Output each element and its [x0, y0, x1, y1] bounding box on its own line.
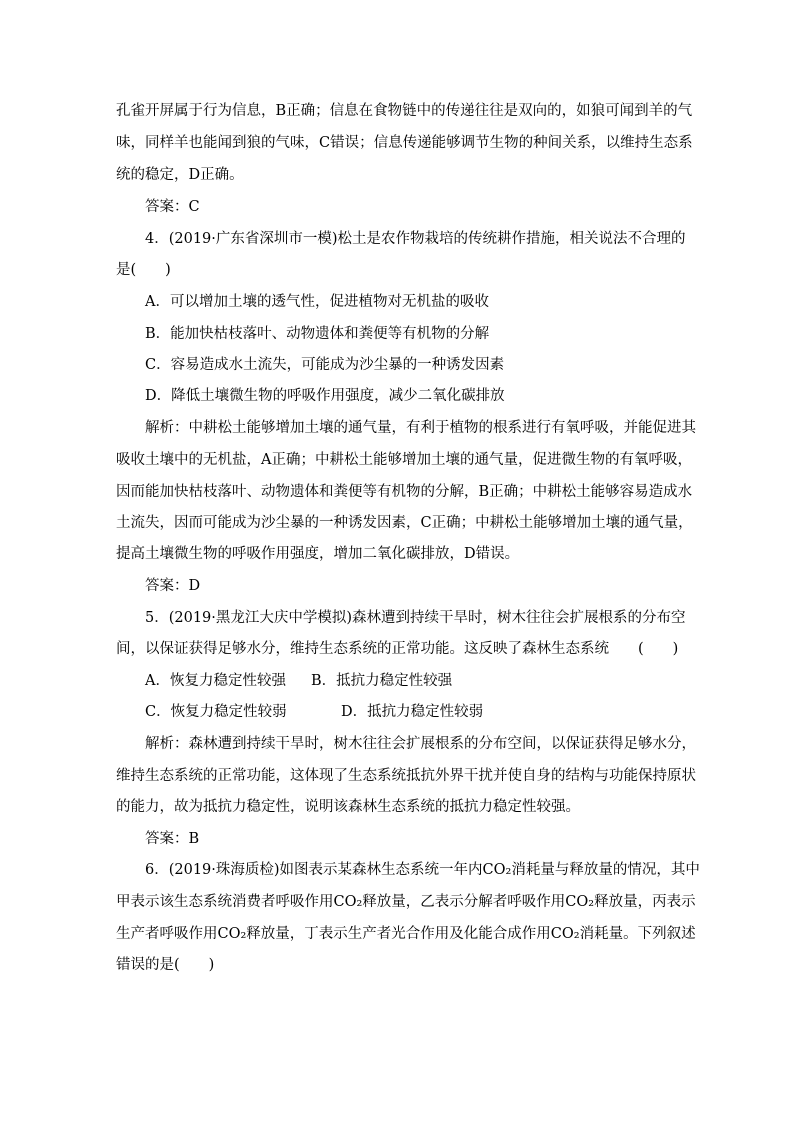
option-a: A．恢复力稳定性较强 — [145, 673, 286, 689]
analysis-line: 提高土壤微生物的呼吸作用强度，增加二氧化碳排放，D错误。 — [116, 546, 520, 562]
option-d: D．降低土壤微生物的呼吸作用强度，减少二氧化碳排放 — [145, 388, 505, 404]
analysis-line: 因而能加快枯枝落叶、动物遗体和粪便等有机物的分解，B正确；中耕松土能够容易造成水 — [116, 484, 693, 500]
option-d: D．抵抗力稳定性较弱 — [341, 704, 484, 720]
question-6-stem-cont: 生产者呼吸作用CO₂释放量，丁表示生产者光合作用及化能合成作用CO₂消耗量。下列叙述 — [116, 926, 696, 942]
question-4-stem-cont: 是( ) — [116, 262, 171, 278]
option-a: A．可以增加土壤的透气性，促进植物对无机盐的吸收 — [145, 294, 489, 310]
analysis-line: 吸收土壤中的无机盐，A正确；中耕松土能够增加土壤的通气量，促进微生物的有氧呼吸， — [116, 452, 692, 468]
question-5-stem-cont: 间，以保证获得足够水分，维持生态系统的正常功能。这反映了森林生态系统 ( ) — [116, 641, 679, 657]
text-line: 味，同样羊也能闻到狼的气味，C错误；信息传递能够调节生物的种间关系，以维持生态系 — [116, 135, 693, 151]
analysis-line: 维持生态系统的正常功能，这体现了生态系统抵抗外界干扰并使自身的结构与功能保持原状 — [116, 768, 696, 784]
question-4-stem: 4．(2019·广东省深圳市一模)松土是农作物栽培的传统耕作措施，相关说法不合理的 — [145, 231, 686, 247]
analysis-line: 解析：森林遭到持续干旱时，树木往往会扩展根系的分布空间，以保证获得足够水分， — [145, 736, 696, 752]
text-line: 孔雀开屏属于行为信息，B正确；信息在食物链中的传递往往是双向的，如狼可闻到羊的气 — [116, 103, 693, 119]
analysis-line: 的能力，故为抵抗力稳定性，说明该森林生态系统的抵抗力稳定性较强。 — [116, 799, 580, 815]
answer-line: 答案：C — [145, 199, 200, 215]
option-b: B．能加快枯枝落叶、动物遗体和粪便等有机物的分解 — [145, 326, 490, 342]
question-6-stem-cont: 甲表示该生态系统消费者呼吸作用CO₂释放量，乙表示分解者呼吸作用CO₂释放量，丙表示 — [116, 894, 696, 910]
question-5-stem: 5．(2019·黑龙江大庆中学模拟)森林遭到持续干旱时，树木往往会扩展根系的分布空 — [145, 610, 686, 626]
option-c: C．恢复力稳定性较弱 — [145, 704, 287, 720]
answer-line: 答案：D — [145, 578, 201, 594]
analysis-line: 土流失，因而可能成为沙尘暴的一种诱发因素，C正确；中耕松土能够增加土壤的通气量， — [116, 515, 693, 531]
question-6-stem: 6．(2019·珠海质检)如图表示某森林生态系统一年内CO₂消耗量与释放量的情况，其中 — [145, 862, 700, 878]
option-b: B．抵抗力稳定性较强 — [311, 673, 453, 689]
analysis-line: 解析：中耕松土能够增加土壤的通气量，有利于植物的根系进行有氧呼吸，并能促进其 — [145, 420, 696, 436]
option-c: C．容易造成水土流失，可能成为沙尘暴的一种诱发因素 — [145, 357, 505, 373]
answer-line: 答案：B — [145, 831, 200, 847]
question-6-stem-cont: 错误的是( ) — [116, 957, 215, 973]
text-line: 统的稳定，D正确。 — [116, 167, 244, 183]
